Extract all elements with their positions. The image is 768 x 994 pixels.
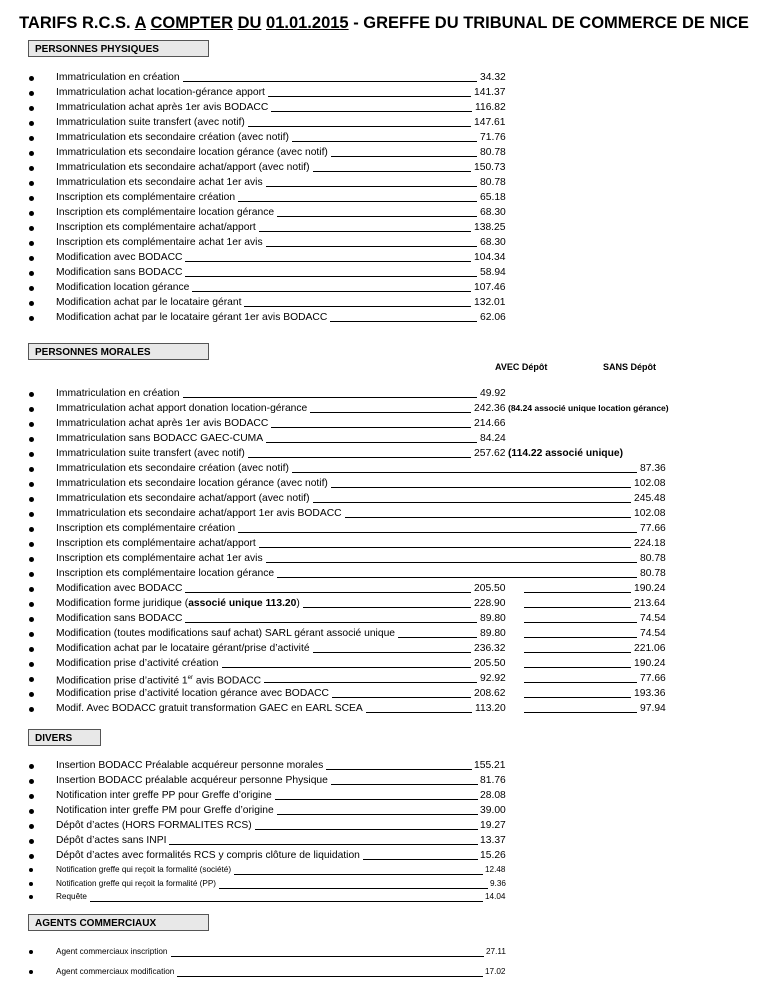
bullet-icon bbox=[29, 707, 34, 712]
item-label bbox=[56, 100, 268, 115]
item-label-text: Dépôt d’actes sans INPI bbox=[56, 835, 167, 846]
bullet-icon bbox=[29, 196, 34, 201]
item-value: 80.78 bbox=[640, 568, 666, 579]
item-value: 19.27 bbox=[480, 820, 506, 831]
item-value: 102.08 bbox=[634, 508, 666, 519]
item-value: 205.50 bbox=[474, 658, 506, 669]
item-label-text: Modification avec BODACC bbox=[56, 583, 183, 594]
leader-line bbox=[266, 235, 477, 247]
item-value: 74.54 bbox=[640, 613, 666, 624]
leader-line bbox=[524, 581, 631, 593]
item-value: 28.08 bbox=[480, 790, 506, 801]
item-value: 89.80 bbox=[480, 628, 506, 639]
bullet-icon bbox=[29, 542, 34, 547]
item-value: 9.36 bbox=[490, 878, 506, 888]
leader-line bbox=[366, 701, 472, 713]
item-value: 15.26 bbox=[480, 850, 506, 861]
item-label bbox=[56, 416, 268, 431]
leader-line bbox=[266, 551, 637, 563]
leader-line bbox=[259, 220, 471, 232]
item-label-text: Modification location gérance bbox=[56, 282, 190, 293]
leader-line bbox=[524, 701, 637, 713]
section-heading-morales: PERSONNES MORALES bbox=[28, 343, 209, 360]
leader-line bbox=[238, 521, 637, 533]
item-label-text: Immatriculation en création bbox=[56, 72, 180, 83]
item-label-text: Requête bbox=[56, 892, 87, 901]
item-label-text: Immatriculation suite transfert (avec notif) bbox=[56, 117, 245, 128]
leader-line bbox=[271, 100, 472, 112]
item-label-text: Notification greffe qui reçoit la formalité (PP) bbox=[56, 878, 217, 888]
item-label bbox=[56, 250, 182, 265]
item-value: 190.24 bbox=[634, 658, 666, 669]
item-label-text: Modification prise d’activité création bbox=[56, 658, 219, 669]
item-value: 14.04 bbox=[485, 892, 506, 901]
leader-line bbox=[90, 890, 483, 902]
page-title: TARIFS R.C.S. A COMPTER DU 01.01.2015 - GREFFE DU TRIBUNAL DE COMMERCE DE NICE bbox=[19, 14, 749, 32]
bullet-icon bbox=[29, 632, 34, 637]
bullet-icon bbox=[29, 241, 34, 246]
item-value: 257.62 bbox=[474, 448, 506, 459]
item-label bbox=[56, 310, 327, 325]
item-value: 81.76 bbox=[480, 775, 506, 786]
item-label-text: Modification achat par le locataire gérant/prise d’activité bbox=[56, 643, 310, 654]
leader-line bbox=[326, 758, 472, 770]
item-value: 132.01 bbox=[474, 297, 506, 308]
item-value: 107.46 bbox=[474, 282, 506, 293]
bullet-icon bbox=[29, 166, 34, 171]
bullet-icon bbox=[29, 512, 34, 517]
leader-line bbox=[264, 671, 477, 683]
item-label bbox=[56, 160, 310, 175]
leader-line bbox=[177, 965, 483, 977]
item-label bbox=[56, 130, 289, 145]
item-value: 68.30 bbox=[480, 207, 506, 218]
item-label-text: Modification prise d’activité 1 bbox=[56, 675, 188, 687]
item-value: 12.48 bbox=[485, 865, 506, 874]
leader-line bbox=[222, 656, 471, 668]
item-label-text: Immatriculation achat après 1er avis BODACC bbox=[56, 418, 269, 429]
item-value: 62.06 bbox=[480, 312, 506, 323]
item-label-tail: ) bbox=[296, 598, 300, 609]
item-value: 113.20 bbox=[475, 703, 506, 714]
item-value: 236.32 bbox=[474, 643, 506, 654]
item-label-text: Immatriculation sans BODACC GAEC-CUMA bbox=[56, 433, 264, 444]
leader-line bbox=[524, 641, 631, 653]
item-label bbox=[56, 431, 263, 446]
item-value: 104.34 bbox=[474, 252, 506, 263]
leader-line bbox=[185, 611, 477, 623]
item-label bbox=[56, 175, 263, 190]
item-label bbox=[56, 788, 272, 803]
bullet-icon bbox=[29, 211, 34, 216]
item-label bbox=[56, 205, 274, 220]
item-label-text: Modification prise d’activité location gérance avec BODACC bbox=[56, 688, 329, 699]
bullet-icon bbox=[29, 181, 34, 186]
item-value: 147.61 bbox=[474, 117, 506, 128]
item-label bbox=[56, 220, 256, 235]
bullet-icon bbox=[29, 271, 34, 276]
leader-line bbox=[255, 818, 478, 830]
section-heading-divers: DIVERS bbox=[28, 729, 101, 746]
item-label-text: Inscription ets complémentaire achat/apport bbox=[56, 538, 256, 549]
bullet-icon bbox=[29, 882, 33, 886]
item-label-text: Modification sans BODACC bbox=[56, 613, 183, 624]
item-label-text: Inscription ets complémentaire achat/apport bbox=[56, 222, 256, 233]
item-label bbox=[56, 115, 245, 130]
leader-line bbox=[524, 671, 637, 683]
item-value: 208.62 bbox=[474, 688, 506, 699]
item-value: 213.64 bbox=[634, 598, 666, 609]
leader-line bbox=[313, 491, 631, 503]
item-value: 13.37 bbox=[480, 835, 506, 846]
item-label-text: Immatriculation ets secondaire achat 1er avis bbox=[56, 177, 263, 188]
item-value: 80.78 bbox=[480, 147, 506, 158]
item-value: 80.78 bbox=[640, 553, 666, 564]
item-label bbox=[56, 295, 241, 310]
item-label bbox=[56, 803, 274, 818]
bullet-icon bbox=[29, 602, 34, 607]
item-label-text: Immatriculation suite transfert (avec notif) bbox=[56, 448, 245, 459]
leader-line bbox=[185, 581, 471, 593]
item-label bbox=[56, 596, 300, 611]
item-note: (114.22 associé unique) bbox=[508, 448, 624, 459]
leader-line bbox=[271, 416, 471, 428]
bullet-icon bbox=[29, 839, 34, 844]
bullet-icon bbox=[29, 452, 34, 457]
item-label bbox=[56, 863, 231, 877]
bullet-icon bbox=[29, 824, 34, 829]
item-label bbox=[56, 656, 219, 671]
leader-line bbox=[244, 295, 471, 307]
bullet-icon bbox=[29, 794, 34, 799]
item-label-text: Immatriculation ets secondaire achat/apport (avec notif) bbox=[56, 493, 310, 504]
bullet-icon bbox=[29, 617, 34, 622]
leader-line bbox=[234, 863, 483, 875]
item-label-text: Notification inter greffe PM pour Greffe d’origine bbox=[56, 805, 274, 816]
item-label-text: Modification achat par le locataire gérant 1er avis BODACC bbox=[56, 312, 328, 323]
item-label bbox=[56, 758, 323, 773]
item-label bbox=[56, 521, 235, 536]
bullet-icon bbox=[29, 422, 34, 427]
leader-line bbox=[268, 85, 471, 97]
item-label-sup: er bbox=[187, 675, 193, 681]
item-label bbox=[56, 401, 307, 416]
item-label bbox=[56, 686, 329, 701]
item-label-text: Immatriculation ets secondaire achat/apport (avec notif) bbox=[56, 162, 310, 173]
item-label bbox=[56, 890, 87, 904]
leader-line bbox=[259, 536, 631, 548]
item-value: 193.36 bbox=[634, 688, 666, 699]
bullet-icon bbox=[29, 809, 34, 814]
bullet-icon bbox=[29, 497, 34, 502]
item-label-text: Inscription ets complémentaire création bbox=[56, 523, 236, 534]
item-value: 74.54 bbox=[640, 628, 666, 639]
item-value: 34.32 bbox=[480, 72, 506, 83]
leader-line bbox=[219, 877, 488, 889]
item-label bbox=[56, 536, 256, 551]
item-label bbox=[56, 626, 395, 641]
leader-line bbox=[248, 446, 471, 458]
leader-line bbox=[310, 401, 471, 413]
item-label-text: Modification achat par le locataire gérant bbox=[56, 297, 242, 308]
item-value: 65.18 bbox=[480, 192, 506, 203]
item-label-text: Inscription ets complémentaire location gérance bbox=[56, 207, 275, 218]
bullet-icon bbox=[29, 868, 33, 872]
item-label-text: Dépôt d’actes (HORS FORMALITES RCS) bbox=[56, 820, 252, 831]
bullet-icon bbox=[29, 557, 34, 562]
bullet-icon bbox=[29, 692, 34, 697]
item-label bbox=[56, 145, 328, 160]
leader-line bbox=[524, 686, 631, 698]
item-value: 228.90 bbox=[474, 598, 506, 609]
item-value: 84.24 bbox=[480, 433, 506, 444]
bullet-icon bbox=[29, 256, 34, 261]
item-value: 190.24 bbox=[634, 583, 666, 594]
item-label-text: Inscription ets complémentaire location gérance bbox=[56, 568, 275, 579]
item-label bbox=[56, 641, 310, 656]
leader-line bbox=[524, 596, 631, 608]
column-header-sans-depot: SANS Dépôt bbox=[603, 362, 657, 372]
item-label-text: Immatriculation ets secondaire location gérance (avec notif) bbox=[56, 478, 328, 489]
item-label-text: Immatriculation en création bbox=[56, 388, 180, 399]
bullet-icon bbox=[29, 662, 34, 667]
leader-line bbox=[398, 626, 477, 638]
item-label bbox=[56, 833, 166, 848]
bullet-icon bbox=[29, 286, 34, 291]
item-value: 39.00 bbox=[480, 805, 506, 816]
leader-line bbox=[331, 145, 477, 157]
item-label-text: Inscription ets complémentaire achat 1er avis bbox=[56, 553, 263, 564]
item-label-text: Agent commerciaux modification bbox=[56, 966, 175, 976]
item-label-text: Immatriculation achat après 1er avis BODACC bbox=[56, 102, 269, 113]
item-label-text: Notification inter greffe PP pour Greffe d’origine bbox=[56, 790, 272, 801]
bullet-icon bbox=[29, 226, 34, 231]
item-label bbox=[56, 877, 216, 891]
leader-line bbox=[192, 280, 471, 292]
bullet-icon bbox=[29, 854, 34, 859]
leader-line bbox=[169, 833, 478, 845]
bullet-icon bbox=[29, 970, 33, 974]
leader-line bbox=[345, 506, 631, 518]
item-label-text: Insertion BODACC Préalable acquéreur personne morales bbox=[56, 760, 324, 771]
item-label-text: Immatriculation ets secondaire création (avec notif) bbox=[56, 463, 289, 474]
leader-line bbox=[275, 788, 478, 800]
item-label bbox=[56, 551, 263, 566]
item-value: 102.08 bbox=[634, 478, 666, 489]
item-value: 221.06 bbox=[634, 643, 666, 654]
item-value: 150.73 bbox=[474, 162, 506, 173]
item-label bbox=[56, 190, 235, 205]
item-value: 89.80 bbox=[480, 613, 506, 624]
item-value: 214.66 bbox=[474, 418, 506, 429]
item-label bbox=[56, 701, 363, 716]
leader-line bbox=[330, 310, 477, 322]
leader-line bbox=[185, 265, 477, 277]
leader-line bbox=[183, 70, 477, 82]
item-value: 138.25 bbox=[474, 222, 506, 233]
item-label bbox=[56, 491, 310, 506]
item-label bbox=[56, 235, 263, 250]
section-heading-agents: AGENTS COMMERCIAUX bbox=[28, 914, 209, 931]
leader-line bbox=[524, 626, 637, 638]
item-label-text: Immatriculation achat location-gérance apport bbox=[56, 87, 265, 98]
bullet-icon bbox=[29, 437, 34, 442]
leader-line bbox=[524, 656, 631, 668]
item-value: 77.66 bbox=[640, 673, 666, 684]
item-label-text: Dépôt d’actes avec formalités RCS y compris clôture de liquidation bbox=[56, 850, 360, 861]
leader-line bbox=[277, 566, 637, 578]
item-value: 87.36 bbox=[640, 463, 666, 474]
item-value: 68.30 bbox=[480, 237, 506, 248]
item-label-text: Immatriculation ets secondaire location gérance (avec notif) bbox=[56, 147, 328, 158]
bullet-icon bbox=[29, 392, 34, 397]
bullet-icon bbox=[29, 950, 33, 954]
leader-line bbox=[331, 773, 478, 785]
item-label bbox=[56, 265, 182, 280]
item-label bbox=[56, 446, 245, 461]
item-label bbox=[56, 945, 168, 959]
item-label-text: Modification sans BODACC bbox=[56, 267, 183, 278]
item-value: 205.50 bbox=[474, 583, 506, 594]
item-label bbox=[56, 476, 328, 491]
item-label bbox=[56, 581, 182, 596]
item-value: 49.92 bbox=[480, 388, 506, 399]
leader-line bbox=[248, 115, 471, 127]
leader-line bbox=[277, 205, 477, 217]
item-label bbox=[56, 280, 189, 295]
item-label bbox=[56, 611, 182, 626]
bullet-icon bbox=[29, 764, 34, 769]
item-label bbox=[56, 70, 180, 85]
leader-line bbox=[363, 848, 478, 860]
bullet-icon bbox=[29, 407, 34, 412]
bullet-icon bbox=[29, 677, 34, 682]
item-label bbox=[56, 818, 252, 833]
item-value: 141.37 bbox=[474, 87, 506, 98]
item-label bbox=[56, 773, 328, 788]
item-label bbox=[56, 85, 265, 100]
item-label bbox=[56, 461, 289, 476]
bullet-icon bbox=[29, 316, 34, 321]
leader-line bbox=[183, 386, 477, 398]
bullet-icon bbox=[29, 121, 34, 126]
bullet-icon bbox=[29, 587, 34, 592]
item-label bbox=[56, 506, 342, 521]
leader-line bbox=[524, 611, 637, 623]
item-value: 116.82 bbox=[475, 102, 506, 113]
item-value: 242.36 bbox=[474, 403, 506, 414]
item-label bbox=[56, 965, 174, 979]
item-label bbox=[56, 848, 360, 863]
leader-line bbox=[332, 686, 471, 698]
item-value: 71.76 bbox=[480, 132, 506, 143]
leader-line bbox=[331, 476, 631, 488]
bullet-icon bbox=[29, 301, 34, 306]
item-value: 92.92 bbox=[480, 673, 506, 684]
item-note: (84.24 associé unique location gérance) bbox=[508, 403, 669, 413]
leader-line bbox=[313, 641, 471, 653]
item-value: 58.94 bbox=[480, 267, 506, 278]
leader-line bbox=[266, 175, 477, 187]
bullet-icon bbox=[29, 482, 34, 487]
item-label-text: Agent commerciaux inscription bbox=[56, 947, 168, 956]
column-header-avec-depot: AVEC Dépôt bbox=[495, 362, 548, 372]
leader-line bbox=[303, 596, 471, 608]
leader-line bbox=[277, 803, 478, 815]
item-label-text: Modif. Avec BODACC gratuit transformation GAEC en EARL SCEA bbox=[56, 703, 363, 714]
item-value: 245.48 bbox=[634, 493, 666, 504]
item-label-text: Immatriculation ets secondaire achat/apport 1er avis BODACC bbox=[56, 508, 342, 519]
section-heading-physiques: PERSONNES PHYSIQUES bbox=[28, 40, 209, 57]
leader-line bbox=[185, 250, 471, 262]
item-value: 97.94 bbox=[640, 703, 666, 714]
item-value: 77.66 bbox=[640, 523, 666, 534]
item-value: 155.21 bbox=[474, 760, 506, 771]
item-value: 17.02 bbox=[485, 966, 506, 976]
bullet-icon bbox=[29, 779, 34, 784]
item-label-text: Inscription ets complémentaire achat 1er avis bbox=[56, 237, 263, 248]
item-label-text: Notification greffe qui reçoit la formalité (société) bbox=[56, 865, 232, 874]
bullet-icon bbox=[29, 467, 34, 472]
item-label-text: Insertion BODACC préalable acquéreur personne Physique bbox=[56, 775, 328, 786]
item-label-text: Modification avec BODACC bbox=[56, 252, 183, 263]
item-label bbox=[56, 386, 180, 401]
item-label-text: Modification forme juridique ( bbox=[56, 598, 189, 609]
bullet-icon bbox=[29, 91, 34, 96]
bullet-icon bbox=[29, 895, 33, 899]
leader-line bbox=[266, 431, 477, 443]
item-label bbox=[56, 566, 274, 581]
item-value: 27.11 bbox=[486, 947, 506, 956]
bullet-icon bbox=[29, 136, 34, 141]
leader-line bbox=[292, 461, 637, 473]
bullet-icon bbox=[29, 572, 34, 577]
bullet-icon bbox=[29, 106, 34, 111]
item-label-text: Modification (toutes modifications sauf achat) SARL gérant associé unique bbox=[56, 628, 396, 639]
leader-line bbox=[292, 130, 477, 142]
item-label-text: Inscription ets complémentaire création bbox=[56, 192, 236, 203]
bullet-icon bbox=[29, 151, 34, 156]
item-label-text: Immatriculation achat apport donation location-gérance bbox=[56, 403, 308, 414]
item-label-text: Immatriculation ets secondaire création (avec notif) bbox=[56, 132, 289, 143]
leader-line bbox=[238, 190, 477, 202]
bullet-icon bbox=[29, 647, 34, 652]
item-label-bold: associé unique 113.20 bbox=[188, 598, 297, 609]
item-value: 224.18 bbox=[634, 538, 666, 549]
item-label-tail: avis BODACC bbox=[192, 675, 262, 687]
leader-line bbox=[171, 945, 484, 957]
leader-line bbox=[313, 160, 471, 172]
bullet-icon bbox=[29, 527, 34, 532]
item-value: 80.78 bbox=[480, 177, 506, 188]
bullet-icon bbox=[29, 76, 34, 81]
